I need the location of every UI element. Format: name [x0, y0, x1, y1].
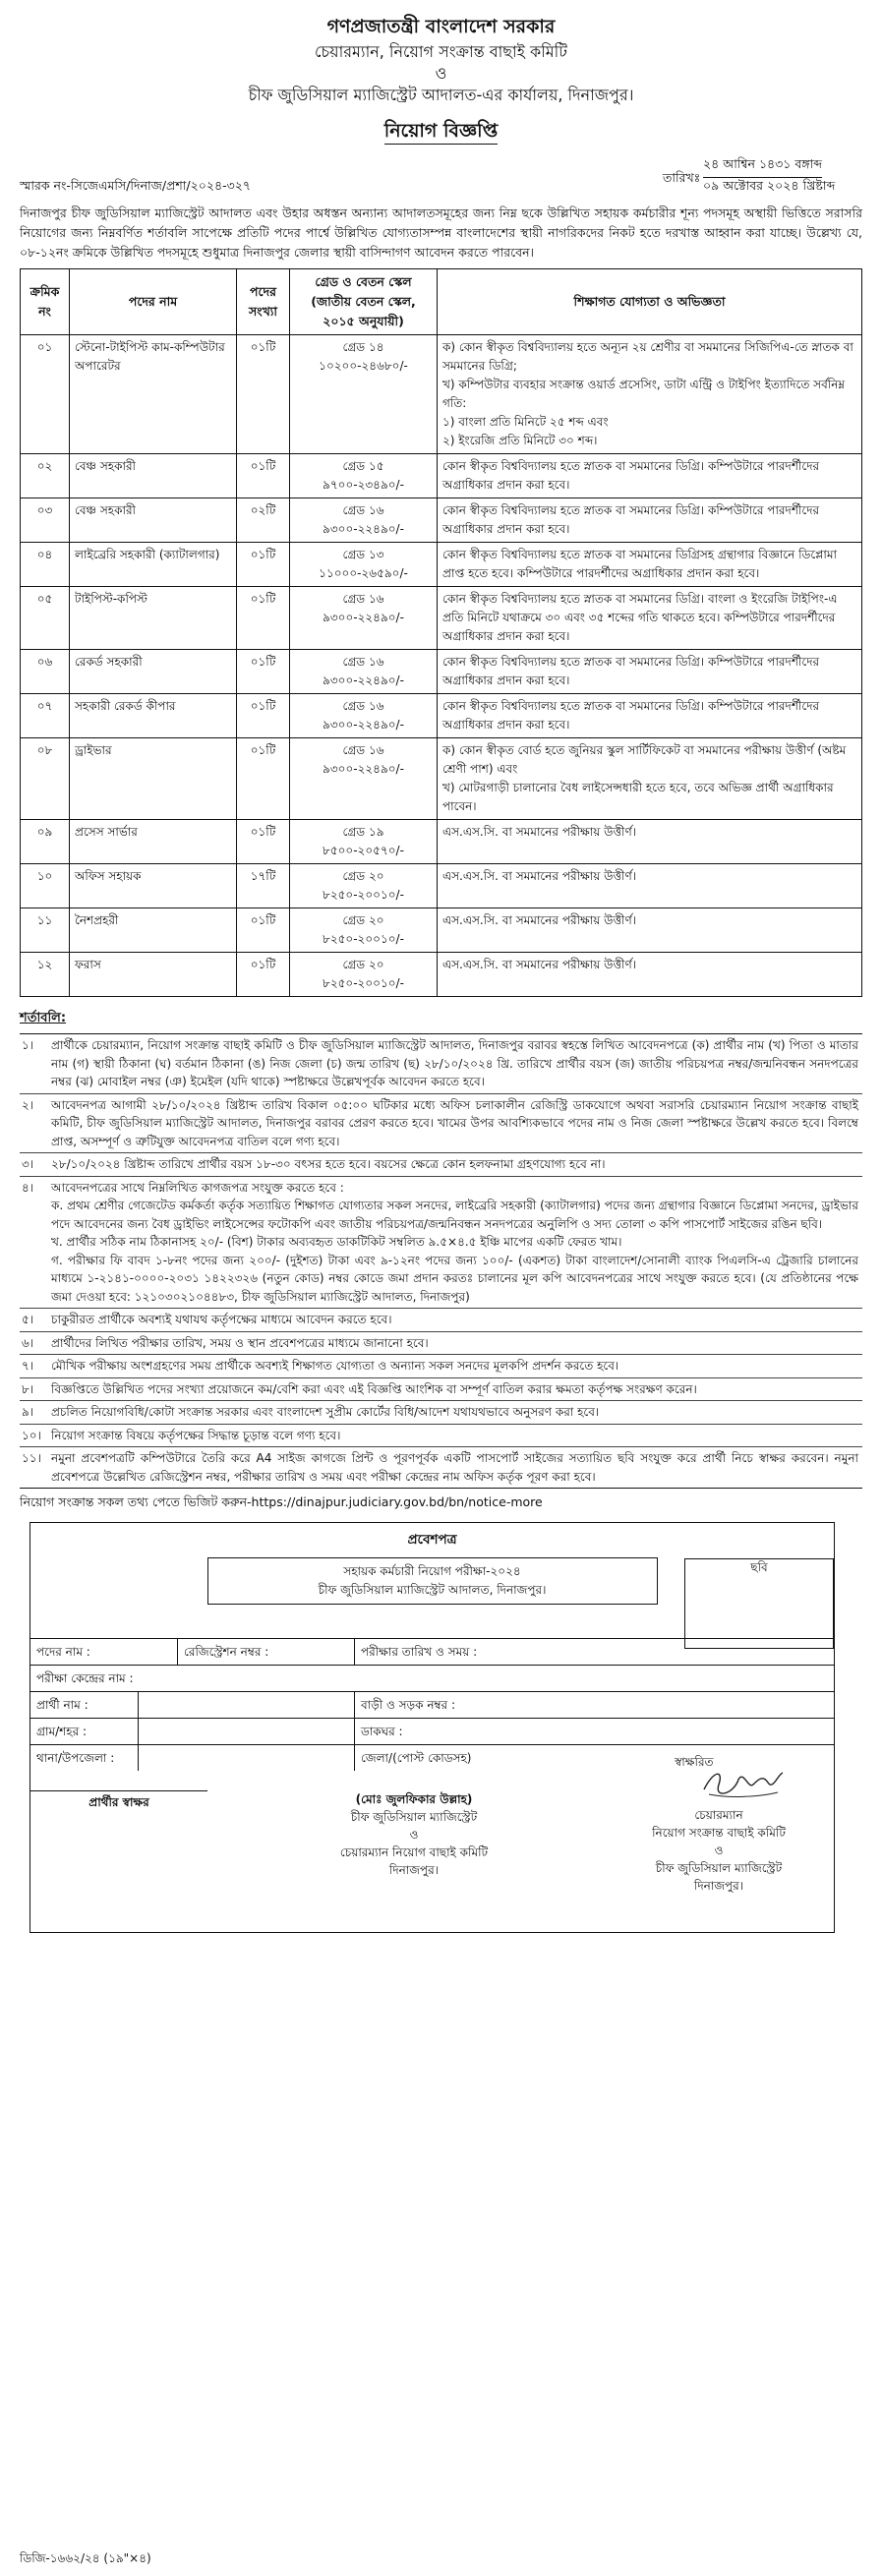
- condition-number: ২।: [22, 1097, 34, 1112]
- condition-item: [20, 1355, 862, 1378]
- qualification-cell: কোন স্বীকৃত বিশ্ববিদ্যালয় হতে স্নাতক বা সমমানের ডিগ্রি। কম্পিউটারে পারদর্শীদের অগ্রাধিকার প্রদান করা হবে।: [438, 498, 862, 543]
- grade-value: গ্রেড ১৯: [342, 825, 384, 839]
- table-row: [21, 650, 862, 694]
- chairman-place: দিনাজপুর।: [693, 1879, 744, 1893]
- header-post: পদের নাম: [70, 269, 237, 335]
- chairman-title: চেয়ারম্যান: [694, 1808, 743, 1822]
- table-row: [21, 335, 862, 454]
- pay-scale-value: ৯৩০০-২২৪৯০/-: [323, 522, 404, 536]
- grade-cell: [290, 498, 438, 543]
- grade-value: গ্রেড ১৬: [342, 503, 384, 517]
- serial-cell: ০১: [21, 335, 70, 454]
- grade-value: গ্রেড ১৩: [342, 548, 384, 561]
- condition-item: [20, 1425, 862, 1448]
- post-name-cell: রেকর্ড সহকারী: [70, 650, 237, 694]
- serial-cell: ০৪: [21, 543, 70, 587]
- office-name: চীফ জুডিসিয়াল ম্যাজিস্ট্রেট আদালত-এর কার্যালয়, দিনাজপুর।: [248, 86, 634, 104]
- reference-block: [20, 154, 862, 200]
- letterhead: [20, 14, 862, 107]
- intro-paragraph: দিনাজপুর চীফ জুডিসিয়াল ম্যাজিস্ট্রেট আদালত এবং উহার অধস্তন অন্যান্য আদালতসমূহের জন্য নিম্ন ছকে উল্লিখিত সহায়ক কর্মচারীর শূন্য পদসমূহ অস্থায়ী ভিত্তিতে সরাসরি নিয়োগের জন্য নিম্নবর্ণিত শর্তাবলি সাপেক্ষে প্রতিটি পদের পার্শ্বে উল্লিখিত যোগ্যতাসম্পন্ন বাংলাদেশের স্থায়ী নাগরিকদের নিকট হতে দরখাস্ত আহ্বান করা যাচ্ছে। উল্লেখ্য যে, ০৮-১২নং ক্রমিকে উল্লিখিত পদসমূহে শুধুমাত্র দিনাজপুর জেলার স্থায়ী বাসিন্দাগণ আবেদন করতে পারবেন।: [20, 205, 862, 260]
- post-count-cell: ১৭টি: [237, 864, 290, 908]
- qualification-cell: ক) কোন স্বীকৃত বোর্ড হতে জুনিয়র স্কুল সার্টিফিকেট বা সমমানের পরীক্ষায় উত্তীর্ণ (অষ্টম শ্রেণী পাশ) এবং খ) মোটরগাড়ী চালানোর বৈধ লাইসেন্সধারী হতে হবে, তবে অভিজ্ঞ প্রার্থী অগ্রাধিকার পাবেন।: [438, 738, 862, 820]
- govt-name: গণপ্রজাতন্ত্রী বাংলাদেশ সরকার: [326, 16, 556, 37]
- grade-value: গ্রেড ১৬: [342, 592, 384, 606]
- grade-value: গ্রেড ১৬: [342, 699, 384, 713]
- condition-text: নিয়োগ সংক্রান্ত বিষয়ে কর্তৃপক্ষের সিদ্ধান্ত চূড়ান্ত বলে গণ্য হবে।: [51, 1428, 341, 1442]
- grade-cell: [290, 953, 438, 997]
- condition-text: নমুনা প্রবেশপত্রটি কম্পিউটারে তৈরি করে A4 সাইজ কাগজে প্রিন্ট ও পূরণপূর্বক একটি পাসপোর্ট সাইজের সত্যায়িত ছবি সংযুক্ত করে প্রার্থী নিচে স্বাক্ষর করবেন। নমুনা প্রবেশপত্রে উল্লেখিত রেজিস্ট্রেশন নম্বর, পরীক্ষার তারিখ ও সময় এবং পরীক্ষা কেন্দ্রের নাম অফিস কর্তৃক পূরণ করা হবে।: [51, 1451, 858, 1484]
- pay-scale-value: ৯৩০০-২২৪৯০/-: [323, 611, 404, 624]
- posts-table-body: [21, 335, 862, 997]
- chairman-conjunction: ও: [714, 1844, 724, 1857]
- date-label: তারিখঃ: [663, 170, 701, 185]
- notice-title-wrap: [20, 117, 862, 148]
- village-input[interactable]: [139, 1719, 355, 1744]
- admit-card-title: প্রবেশপত্র: [407, 1532, 457, 1548]
- thana-label: থানা/উপজেলা :: [30, 1745, 139, 1771]
- grade-cell: [290, 543, 438, 587]
- condition-item: [20, 1177, 862, 1310]
- admit-row-center: [30, 1665, 834, 1691]
- grade-cell: [290, 454, 438, 498]
- memo-number: স্মারক নং-সিজেএমসি/দিনাজ/প্রশা/২০২৪-৩২৭: [20, 178, 252, 193]
- grade-value: গ্রেড ২০: [342, 958, 384, 971]
- qualification-cell: কোন স্বীকৃত বিশ্ববিদ্যালয় হতে স্নাতক বা সমমানের ডিগ্রি। বাংলা ও ইংরেজি টাইপিং-এ প্রতি মিনিটে যথাক্রমে ৩০ এবং ৩৫ শব্দের গতি থাকতে হবে। কম্পিউটারে পারদর্শীদের অগ্রাধিকার প্রদান করা হবে।: [438, 587, 862, 650]
- pay-scale-value: ১১০০০-২৬৫৯০/-: [319, 566, 408, 580]
- condition-text: প্রচলিত নিয়োগবিধি/কোটা সংক্রান্ত সরকার এবং বাংলাদেশ সুপ্রীম কোর্টের বিধি/আদেশ যথাযথভাবে অনুসরণ করা হবে।: [51, 1405, 600, 1419]
- post-name-field[interactable]: পদের নাম :: [30, 1639, 178, 1665]
- grade-cell: [290, 864, 438, 908]
- grade-cell: [290, 738, 438, 820]
- condition-text: মৌখিক পরীক্ষায় অংশগ্রহণের সময় প্রার্থীকে অবশ্যই শিক্ষাগত যোগ্যতা ও অন্যান্য সকল সনদের মূলকপি প্রদর্শন করতে হবে।: [51, 1359, 619, 1373]
- condition-text: বিজ্ঞপ্তিতে উল্লিখিত পদের সংখ্যা প্রয়োজনে কম/বেশি করা এবং এই বিজ্ঞপ্তি আংশিক বা সম্পূর্ণ বাতিল করার ক্ষমতা কর্তৃপক্ষ সংরক্ষণ করেন।: [51, 1381, 697, 1396]
- house-road-field[interactable]: বাড়ী ও সড়ক নম্বর :: [361, 1698, 456, 1712]
- grade-cell: [290, 820, 438, 864]
- pay-scale-value: ৯৩০০-২২৪৯০/-: [323, 718, 404, 732]
- handwritten-signature-wrap: [606, 1724, 832, 1767]
- post-name-cell: বেঞ্চ সহকারী: [70, 454, 237, 498]
- table-row: [21, 820, 862, 864]
- condition-item: [20, 1034, 862, 1094]
- post-count-cell: ০১টি: [237, 587, 290, 650]
- post-count-cell: ০১টি: [237, 738, 290, 820]
- signatory-committee: চেয়ারম্যান নিয়োগ বাছাই কমিটি: [339, 1845, 489, 1859]
- serial-cell: ১০: [21, 864, 70, 908]
- table-row: [21, 543, 862, 587]
- table-row: [21, 454, 862, 498]
- signed-label: স্বাক্ষরিত: [675, 1755, 714, 1769]
- exam-center-field[interactable]: পরীক্ষা কেন্দ্রের নাম :: [36, 1671, 134, 1685]
- serial-cell: ১১: [21, 908, 70, 953]
- committee-name: চেয়ারম্যান, নিয়োগ সংক্রান্ত বাছাই কমিটি: [315, 42, 567, 61]
- condition-item: [20, 1153, 862, 1177]
- chief-judicial-magistrate-signature: [291, 1790, 537, 1879]
- condition-text: প্রার্থীকে চেয়ারম্যান, নিয়োগ সংক্রান্ত বাছাই কমিটি ও চীফ জুডিসিয়াল ম্যাজিস্ট্রেট আদালত, দিনাজপুর বরাবর স্বহস্তে লিখিত আবেদনপত্রে (ক) প্রার্থীর নাম (খ) পিতা ও মাতার নাম (গ) স্থায়ী ঠিকানা (ঘ) বর্তমান ঠিকানা (ঙ) নিজ জেলা (চ) জন্ম তারিখ (ছ) ২৮/১০/২০২৪ খ্রি. তারিখে প্রার্থীর বয়স (জ) জাতীয় পরিচয়পত্র নম্বর/জন্মনিবন্ধন সনদপত্রের নম্বর (ঝ) মোবাইল নম্বর (ঞ) ইমেইল (যদি থাকে) স্পষ্টাক্ষরে উল্লেখপূর্বক আবেদন করতে হবে।: [51, 1038, 858, 1088]
- grade-cell: [290, 650, 438, 694]
- serial-cell: ০৫: [21, 587, 70, 650]
- table-row: [21, 498, 862, 543]
- grade-cell: [290, 694, 438, 738]
- signatory-conjunction: ও: [409, 1828, 419, 1842]
- serial-cell: ০৬: [21, 650, 70, 694]
- pay-scale-value: ৮২৫০-২০০১০/-: [323, 932, 404, 946]
- table-row: [21, 694, 862, 738]
- date-bangla: ২৪ আশ্বিন ১৪৩১ বঙ্গাব্দ: [703, 156, 822, 178]
- chairman-signature: [606, 1724, 832, 1895]
- visit-link-line[interactable]: নিয়োগ সংক্রান্ত সকল তথ্য পেতে ভিজিট করুন-https://dinajpur.judiciary.gov.bd/bn/notice-more: [20, 1494, 543, 1509]
- grade-value: গ্রেড ১৪: [342, 340, 384, 354]
- condition-number: ৯।: [22, 1405, 34, 1419]
- condition-number: ৫।: [22, 1313, 34, 1326]
- print-code: ডিজি-১৬৬২/২৪ (১৯"×৪): [20, 2551, 151, 2565]
- post-name-cell: অফিস সহায়ক: [70, 864, 237, 908]
- post-office-field[interactable]: ডাকঘর :: [361, 1725, 403, 1738]
- post-name-cell: ড্রাইভার: [70, 738, 237, 820]
- post-count-cell: ০১টি: [237, 543, 290, 587]
- handwritten-signature: [699, 1765, 788, 1804]
- condition-number: ১১।: [22, 1451, 41, 1465]
- post-count-cell: ০১টি: [237, 335, 290, 454]
- thana-input[interactable]: [139, 1745, 355, 1771]
- qualification-cell: এস.এস.সি. বা সমমানের পরীক্ষায় উত্তীর্ণ।: [438, 864, 862, 908]
- photo-label: ছবি: [750, 1560, 768, 1574]
- condition-number: ৬।: [22, 1335, 34, 1350]
- pay-scale-value: ৮২৫০-২০০১০/-: [323, 888, 404, 902]
- pay-scale-value: ১০২০০-২৪৬৮০/-: [319, 359, 408, 373]
- qualification-cell: কোন স্বীকৃত বিশ্ববিদ্যালয় হতে স্নাতক বা সমমানের ডিগ্রি। কম্পিউটারে পারদর্শীদের অগ্রাধিকার প্রদান করা হবে।: [438, 454, 862, 498]
- applicant-name-input[interactable]: [139, 1692, 355, 1718]
- header-qualification: শিক্ষাগত যোগ্যতা ও অভিজ্ঞতা: [438, 269, 862, 335]
- registration-number-field[interactable]: রেজিস্ট্রেশন নম্বর :: [178, 1639, 355, 1665]
- post-name-cell: টাইপিস্ট-কপিস্ট: [70, 587, 237, 650]
- condition-number: ৩।: [22, 1157, 34, 1171]
- condition-item: [20, 1094, 862, 1154]
- post-name-cell: ফরাস: [70, 953, 237, 997]
- conditions-title: শর্তাবলি:: [20, 1011, 67, 1025]
- exam-slip: [207, 1557, 658, 1605]
- post-count-cell: ০১টি: [237, 650, 290, 694]
- condition-text: আবেদনপত্র আগামী ২৮/১০/২০২৪ খ্রিষ্টাব্দ তারিখ বিকাল ০৫:০০ ঘটিকার মধ্যে অফিস চলাকালীন রেজিস্ট্রি ডাকযোগে অথবা সরাসরি চেয়ারম্যান নিয়োগ সংক্রান্ত বাছাই কমিটি, চীফ জুডিসিয়াল ম্যাজিস্ট্রেট আদালত, দিনাজপুর বরাবর প্রেরণ করতে হবে। খামের উপর আবশ্যিকভাবে পদের নাম ও নিজ জেলা স্পষ্টাক্ষরে উল্লেখ করতে হবে। বিলম্বে প্রাপ্ত, অসম্পূর্ণ ও ত্রুটিযুক্ত আবেদনপত্র বাতিল বলে গণ্য হবে।: [51, 1097, 858, 1148]
- header-conjunction: ও: [435, 64, 447, 83]
- condition-number: ৭।: [22, 1359, 34, 1373]
- applicant-name-label: প্রার্থী নাম :: [30, 1692, 139, 1718]
- serial-cell: ১২: [21, 953, 70, 997]
- candidate-signature: প্রার্থীর স্বাক্ষর: [30, 1790, 207, 1811]
- condition-text: প্রার্থীদের লিখিত পরীক্ষার তারিখ, সময় ও স্থান প্রবেশপত্রের মাধ্যমে জানানো হবে।: [51, 1335, 429, 1350]
- table-row: [21, 908, 862, 953]
- serial-cell: ০৩: [21, 498, 70, 543]
- condition-number: ৮।: [22, 1381, 34, 1396]
- table-row: [21, 587, 862, 650]
- qualification-cell: কোন স্বীকৃত বিশ্ববিদ্যালয় হতে স্নাতক বা সমমানের ডিগ্রি। কম্পিউটারে পারদর্শীদের অগ্রাধিকার প্রদান করা হবে।: [438, 694, 862, 738]
- condition-number: ১০।: [22, 1428, 41, 1442]
- post-name-cell: স্টেনো-টাইপিস্ট কাম-কম্পিউটার অপারেটর: [70, 335, 237, 454]
- table-row: [21, 953, 862, 997]
- exam-name: সহায়ক কর্মচারী নিয়োগ পরীক্ষা-২০২৪: [343, 1564, 521, 1578]
- condition-item: [20, 1378, 862, 1402]
- serial-cell: ০৯: [21, 820, 70, 864]
- exam-office: চীফ জুডিসিয়াল ম্যাজিস্ট্রেট আদালত, দিনাজপুর।: [318, 1583, 547, 1597]
- condition-text: আবেদনপত্রের সাথে নিম্নলিখিত কাগজপত্র সংযুক্ত করতে হবে : ক. প্রথম শ্রেণীর গেজেটেড কর্মকর্তা কর্তৃক সত্যায়িত শিক্ষাগত যোগ্যতার সকল সনদের, লাইব্রেরি সহকারী (ক্যাটালগার) পদের জন্য গ্রন্থাগার বিজ্ঞানে ডিপ্লোমা সনদের, ড্রাইভার পদে আবেদনের জন্য বৈধ ড্রাইভিং লাইসেন্সের ফটোকপি এবং জাতীয় পরিচয়পত্র/জন্মনিবন্ধন সনদপত্রের অনুলিপি ও সদ্য তোলা ৩ কপি পাসপোর্ট সাইজের রঙিন ছবি। খ. প্রার্থীর সঠিক নাম ঠিকানাসহ ২০/- (বিশ) টাকার অব্যবহৃত ডাকটিকিট সম্বলিত ৯.৫×৪.৫ ইঞ্চি মাপের একটি ফেরত খাম। গ. পরীক্ষার ফি বাবদ ১-৮নং পদের জন্য ২০০/- (দুইশত) টাকা এবং ৯-১২নং পদের জন্য ১০০/- (একশত) টাকা বাংলাদেশ/সোনালী ব্যাংক পিএলসি-এ ট্রেজারি চালানের মাধ্যমে ১-২১৪১-০০০০-২০৩১ ১৪২২৩২৬ (নতুন কোড) নম্বর কোডে জমা প্রদান করতঃ চালানের মূল কপি আবেদনপত্রের সাথে সংযুক্ত করতে হবে। (যে প্রতিষ্ঠানের পক্ষে জমা দেওয়া হবে: ১২১০৩০২১০৪৪৮৩, চীফ জুডিসিয়াল ম্যাজিস্ট্রেট আদালত, দিনাজপুর): [51, 1180, 858, 1304]
- signatory-name: (মোঃ জুলফিকার উল্লাহ): [355, 1792, 473, 1806]
- condition-number: ৪।: [22, 1180, 34, 1195]
- grade-cell: [290, 335, 438, 454]
- header-serial: ক্রমিক নং: [21, 269, 70, 335]
- serial-cell: ০৮: [21, 738, 70, 820]
- pay-scale-value: ৮২৫০-২০০১০/-: [323, 976, 404, 990]
- date-english: ০৯ অক্টোবর ২০২৪ খ্রিষ্টাব্দ: [703, 178, 836, 193]
- admit-card: [29, 1522, 835, 1933]
- notice-title: নিয়োগ বিজ্ঞপ্তি: [384, 120, 498, 145]
- grade-value: গ্রেড ১৫: [342, 459, 384, 473]
- grade-cell: [290, 908, 438, 953]
- qualification-cell: এস.এস.সি. বা সমমানের পরীক্ষায় উত্তীর্ণ।: [438, 953, 862, 997]
- header-count: পদের সংখ্যা: [237, 269, 290, 335]
- qualification-cell: এস.এস.সি. বা সমমানের পরীক্ষায় উত্তীর্ণ।: [438, 820, 862, 864]
- header-grade: গ্রেড ও বেতন স্কেল (জাতীয় বেতন স্কেল, ২০১৫ অনুযায়ী): [290, 269, 438, 335]
- condition-item: [20, 1401, 862, 1425]
- qualification-cell: কোন স্বীকৃত বিশ্ববিদ্যালয় হতে স্নাতক বা সমমানের ডিগ্রিসহ গ্রন্থাগার বিজ্ঞানে ডিপ্লোমা প্রাপ্ত হতে হবে। কম্পিউটারে পারদর্শীদের অগ্রাধিকার প্রদান করা হবে।: [438, 543, 862, 587]
- post-count-cell: ০১টি: [237, 953, 290, 997]
- qualification-cell: কোন স্বীকৃত বিশ্ববিদ্যালয় হতে স্নাতক বা সমমানের ডিগ্রি। কম্পিউটারে পারদর্শীদের অগ্রাধিকার প্রদান করা হবে।: [438, 650, 862, 694]
- post-name-cell: সহকারী রেকর্ড কীপার: [70, 694, 237, 738]
- post-count-cell: ০১টি: [237, 454, 290, 498]
- condition-text: ২৮/১০/২০২৪ খ্রিষ্টাব্দ তারিখে প্রার্থীর বয়স ১৮-৩০ বৎসর হতে হবে। বয়সের ক্ষেত্রে কোন হলফনামা গ্রহণযোগ্য হবে না।: [51, 1157, 606, 1171]
- table-header-row: [21, 269, 862, 335]
- qualification-cell: এস.এস.সি. বা সমমানের পরীক্ষায় উত্তীর্ণ।: [438, 908, 862, 953]
- table-row: [21, 864, 862, 908]
- photo-box: [684, 1558, 834, 1649]
- condition-text: চাকুরীরত প্রার্থীকে অবশ্যই যথাযথ কর্তৃপক্ষের মাধ্যমে আবেদন করতে হবে।: [51, 1313, 392, 1326]
- condition-item: [20, 1309, 862, 1332]
- serial-cell: ০২: [21, 454, 70, 498]
- post-name-cell: বেঞ্চ সহকারী: [70, 498, 237, 543]
- post-count-cell: ০২টি: [237, 498, 290, 543]
- post-name-cell: লাইব্রেরি সহকারী (ক্যাটালগার): [70, 543, 237, 587]
- chairman-designation: চীফ জুডিসিয়াল ম্যাজিস্ট্রেট: [655, 1861, 783, 1875]
- grade-value: গ্রেড ১৬: [342, 655, 384, 669]
- condition-item: [20, 1447, 862, 1488]
- condition-number: ১।: [22, 1038, 34, 1052]
- signatory-designation: চীফ জুডিসিয়াল ম্যাজিস্ট্রেট: [350, 1810, 478, 1824]
- post-count-cell: ০১টি: [237, 820, 290, 864]
- signatory-place: দিনাজপুর।: [388, 1863, 440, 1877]
- pay-scale-value: ৯৭০০-২৩৪৯০/-: [323, 478, 404, 492]
- pay-scale-value: ৯৩০০-২২৪৯০/-: [323, 673, 404, 687]
- table-row: [21, 738, 862, 820]
- post-count-cell: ০১টি: [237, 908, 290, 953]
- grade-value: গ্রেড ১৬: [342, 743, 384, 757]
- qualification-cell: ক) কোন স্বীকৃত বিশ্ববিদ্যালয় হতে অন্যূন ২য় শ্রেণীর বা সমমানের সিজিপিএ-তে স্নাতক বা সমমানের ডিগ্রি; খ) কম্পিউটার ব্যবহার সংক্রান্ত ওয়ার্ড প্রসেসিং, ডাটা এন্ট্রি ও টাইপিং ইত্যাদিতে সর্বনিম্ন গতি: ১) বাংলা প্রতি মিনিটে ২৫ শব্দ এবং ২) ইংরেজি প্রতি মিনিটে ৩০ শব্দ।: [438, 335, 862, 454]
- post-name-cell: নৈশপ্রহরী: [70, 908, 237, 953]
- chairman-committee: নিয়োগ সংক্রান্ত বাছাই কমিটি: [652, 1826, 786, 1840]
- grade-cell: [290, 587, 438, 650]
- exam-datetime-field[interactable]: পরীক্ষার তারিখ ও সময় :: [361, 1645, 478, 1659]
- condition-item: [20, 1332, 862, 1356]
- post-count-cell: ০১টি: [237, 694, 290, 738]
- pay-scale-value: ৮৫০০-২০৫৭০/-: [323, 844, 404, 857]
- grade-value: গ্রেড ২০: [342, 869, 384, 883]
- conditions-list: [20, 1033, 862, 1489]
- pay-scale-value: ৯৩০০-২২৪৯০/-: [323, 762, 404, 776]
- post-name-cell: প্রসেস সার্ভার: [70, 820, 237, 864]
- serial-cell: ০৭: [21, 694, 70, 738]
- district-field[interactable]: জেলা/(পোস্ট কোডসহ): [361, 1751, 472, 1765]
- admit-row-name: [30, 1691, 834, 1718]
- grade-value: গ্রেড ২০: [342, 913, 384, 927]
- village-label: গ্রাম/শহর :: [30, 1719, 139, 1744]
- posts-table: [20, 268, 862, 997]
